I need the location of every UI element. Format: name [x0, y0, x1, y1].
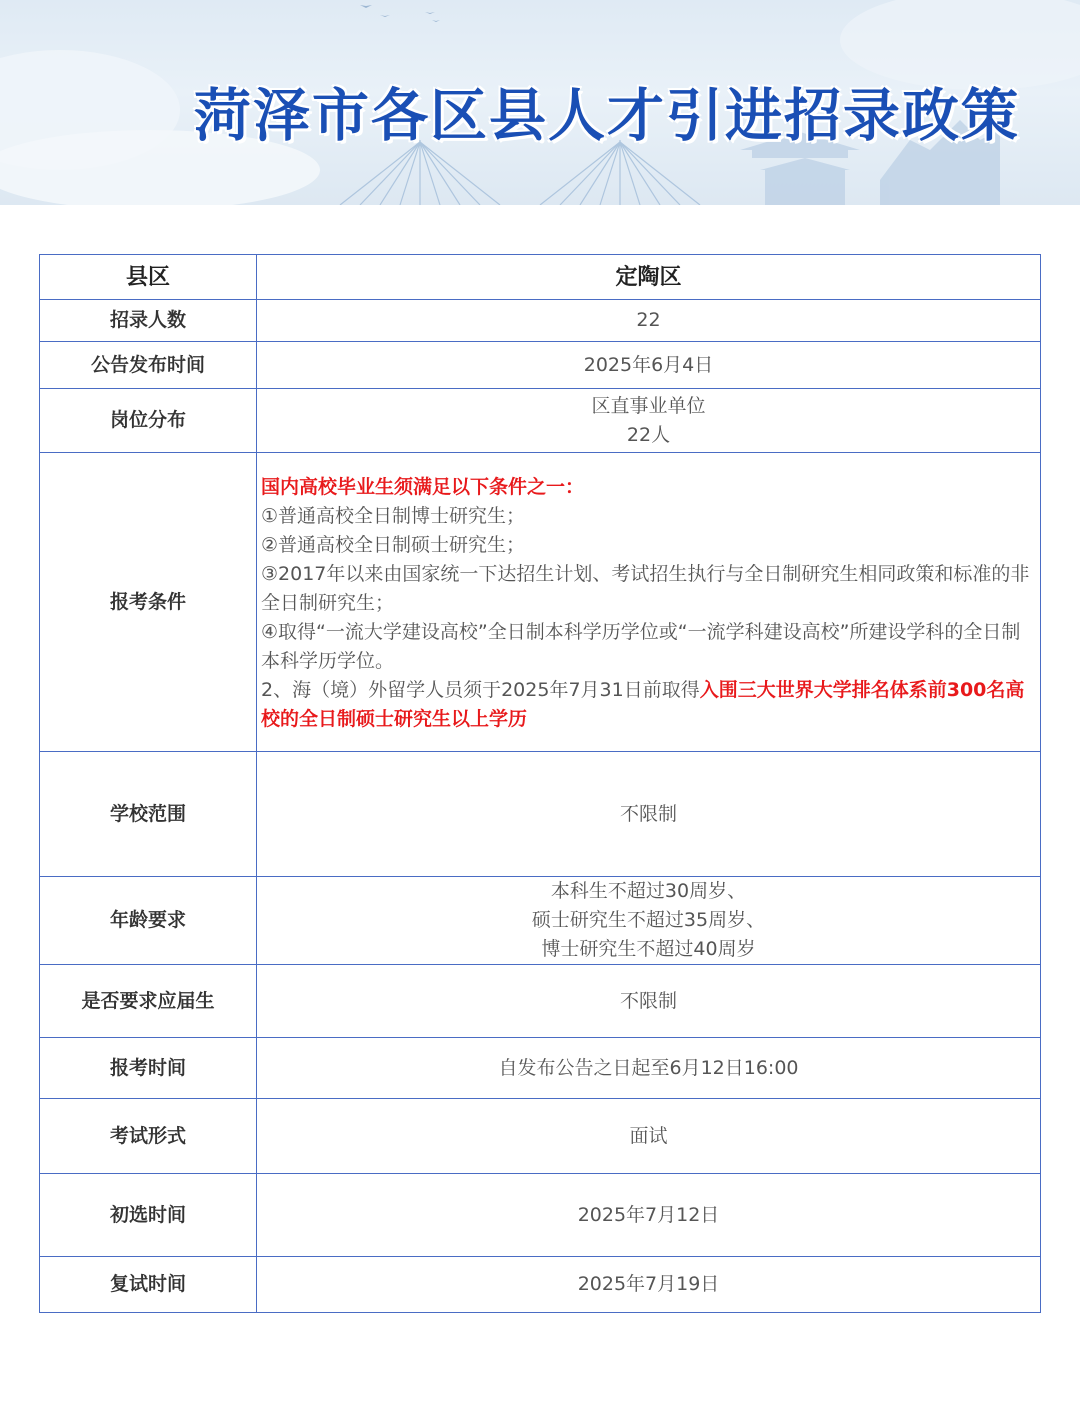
- circled-number-4: ④: [261, 620, 279, 643]
- row-label: 公告发布时间: [40, 342, 257, 389]
- conditions-value: [257, 453, 1041, 752]
- table-row: [40, 877, 1041, 965]
- age-undergrad: 本科生不超过30周岁、: [550, 880, 747, 902]
- table-row: [40, 389, 1041, 453]
- positions-count: 22人: [626, 423, 671, 446]
- condition-item: [261, 502, 1036, 531]
- table-row: [40, 342, 1041, 389]
- overseas-text: 2、海（境）外留学人员须于2025年7月31日前取得: [261, 678, 700, 701]
- row-label: 岗位分布: [40, 389, 257, 453]
- row-label: 报考时间: [40, 1038, 257, 1099]
- overseas-highlight: 入围三大世界大学排名体系前300名高校的全日制硕士研究生以上学历: [261, 678, 1025, 730]
- condition-text: 取得“一流大学建设高校”全日制本科学历学位或“一流学科建设高校”所建设学科的全日制本科学历学位。: [261, 620, 1021, 672]
- table-row: [40, 1257, 1041, 1313]
- condition-text: 普通高校全日制硕士研究生；: [278, 533, 526, 556]
- circled-number-1: ①: [261, 504, 279, 527]
- table-row: [40, 1174, 1041, 1257]
- table-row: [40, 1038, 1041, 1099]
- condition-item: [261, 531, 1036, 560]
- conditions-heading: 国内高校毕业生须满足以下条件之一：: [261, 475, 585, 498]
- prelim-time-value: 2025年7月12日: [257, 1174, 1041, 1257]
- school-scope-value: 不限制: [257, 752, 1041, 877]
- row-label: 年龄要求: [40, 877, 257, 965]
- circled-number-3: ③: [261, 562, 279, 585]
- row-label: 考试形式: [40, 1099, 257, 1174]
- row-label: 学校范围: [40, 752, 257, 877]
- retest-time-value: 2025年7月19日: [257, 1257, 1041, 1313]
- row-label: 招录人数: [40, 300, 257, 342]
- table-row: [40, 300, 1041, 342]
- row-label: 初选时间: [40, 1174, 257, 1257]
- positions-unit: 区直事业单位: [591, 394, 706, 417]
- row-label: 是否要求应届生: [40, 965, 257, 1038]
- fresh-grad-value: 不限制: [257, 965, 1041, 1038]
- exam-form-value: 面试: [257, 1099, 1041, 1174]
- condition-text: 2017年以来由国家统一下达招生计划、考试招生执行与全日制研究生相同政策和标准的非全日制研究生；: [261, 562, 1030, 614]
- table-header-row: [40, 255, 1041, 300]
- row-label: 复试时间: [40, 1257, 257, 1313]
- row-label: 报考条件: [40, 453, 257, 752]
- overseas-condition: [261, 676, 1036, 734]
- announce-time-value: 2025年6月4日: [257, 342, 1041, 389]
- age-doctor: 博士研究生不超过40周岁: [541, 938, 756, 960]
- condition-item: [261, 560, 1036, 618]
- positions-value: [257, 389, 1041, 453]
- table-row: [40, 453, 1041, 752]
- policy-table: [39, 254, 1041, 1313]
- circled-number-2: ②: [261, 533, 279, 556]
- condition-item: [261, 618, 1036, 676]
- age-master: 硕士研究生不超过35周岁、: [531, 909, 766, 931]
- header-banner: [0, 0, 1080, 205]
- page-title: 菏泽市各区县人才引进招录政策: [194, 83, 1020, 149]
- column-header-district: 定陶区: [257, 255, 1041, 300]
- column-header-county: 县区: [40, 255, 257, 300]
- recruit-count-value: 22: [257, 300, 1041, 342]
- table-row: [40, 1099, 1041, 1174]
- age-value: [257, 877, 1041, 965]
- table-row: [40, 752, 1041, 877]
- table-row: [40, 965, 1041, 1038]
- apply-time-value: 自发布公告之日起至6月12日16:00: [257, 1038, 1041, 1099]
- condition-text: 普通高校全日制博士研究生；: [278, 504, 526, 527]
